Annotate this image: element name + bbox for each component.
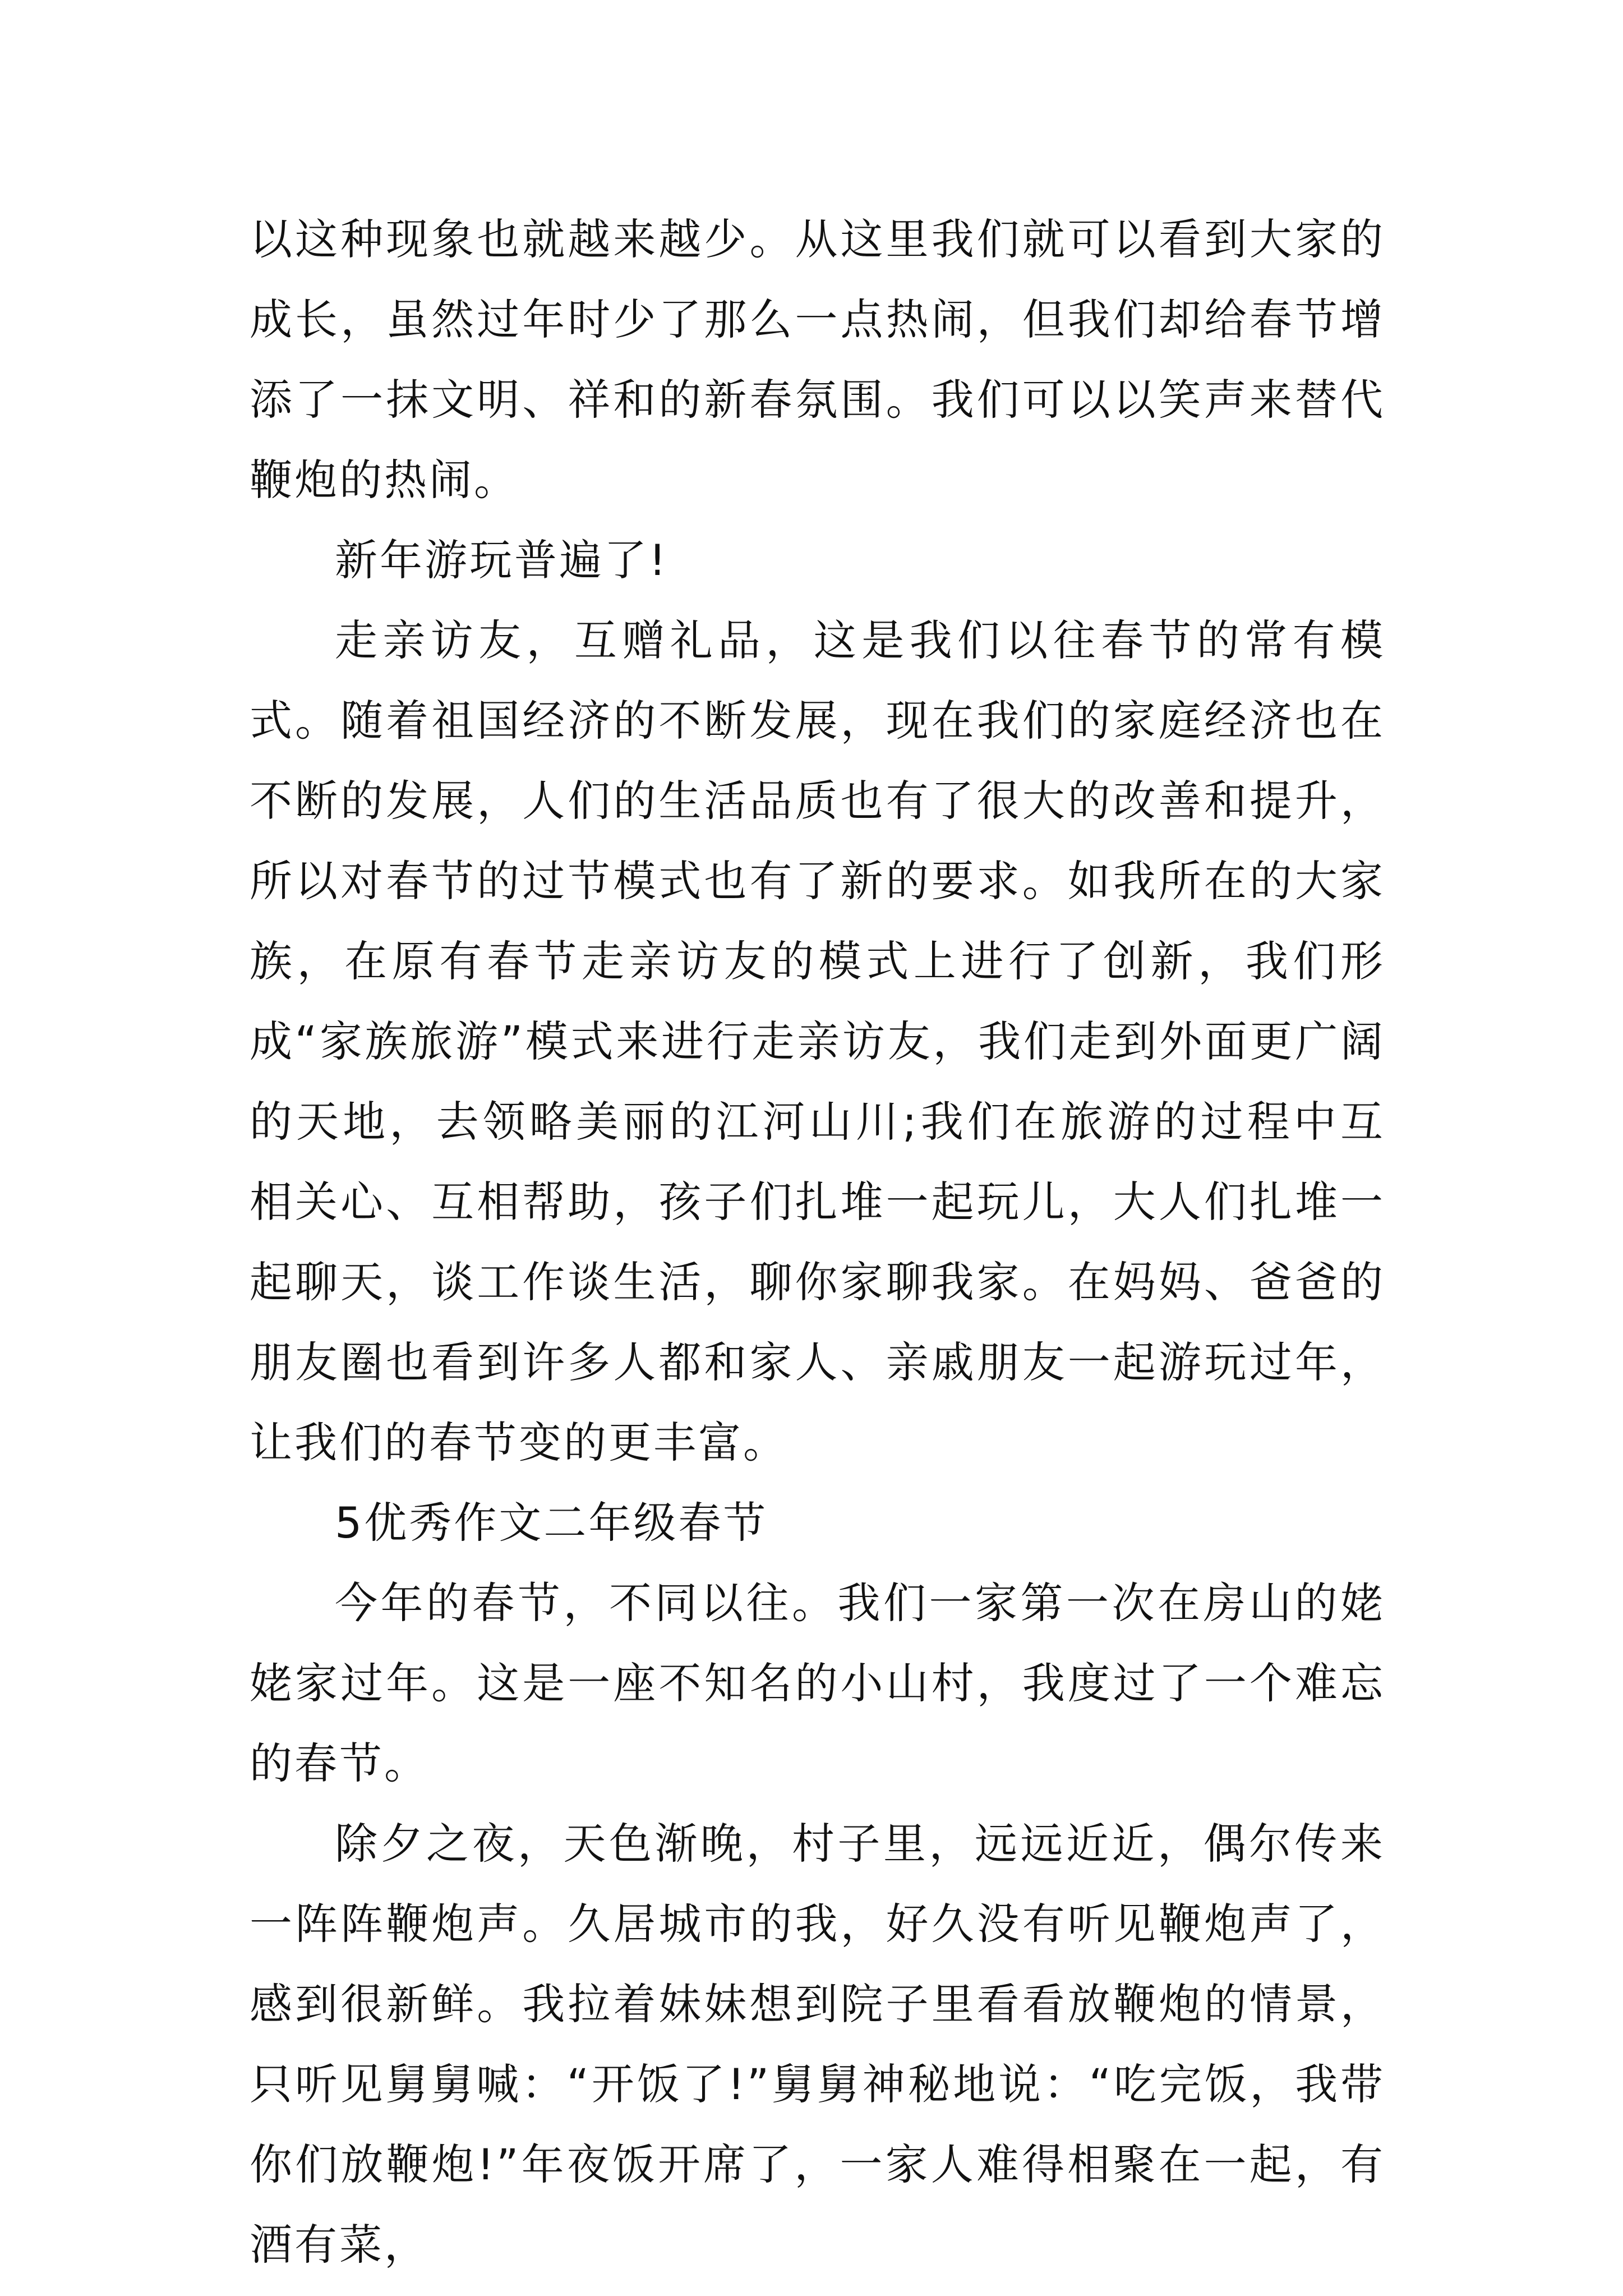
paragraph-4-heading: 5优秀作文二年级春节 — [335, 1498, 768, 1548]
paragraph-6: 除夕之夜，天色渐晚，村子里，远远近近，偶尔传来一阵阵鞭炮声。久居城市的我，好久没有听见鞭炮声了，感到很新鲜。我拉着妹妹想到院子里看看放鞭炮的情景，只听见舅舅喊：“开饭了!”舅舅神秘地说：“吃完饭，我带你们放鞭炮!”年夜饭开席了，一家人难得相聚在一起，有酒有菜， — [250, 1819, 1385, 2270]
paragraph-2-heading: 新年游玩普遍了! — [335, 535, 668, 585]
paragraph-5: 今年的春节，不同以往。我们一家第一次在房山的姥姥家过年。这是一座不知名的小山村，我度过了一个难忘的春节。 — [250, 1578, 1385, 1788]
paragraph-3: 走亲访友，互赠礼品，这是我们以往春节的常有模式。随着祖国经济的不断发展，现在我们的家庭经济也在不断的发展，人们的生活品质也有了很大的改善和提升，所以对春节的过节模式也有了新的要求。如我所在的大家族，在原有春节走亲访友的模式上进行了创新，我们形成“家族旅游”模式来进行走亲访友，我们走到外面更广阔的天地，去领略美丽的江河山川;我们在旅游的过程中互相关心、互相帮助，孩子们扎堆一起玩儿，大人们扎堆一起聊天，谈工作谈生活，聊你家聊我家。在妈妈、爸爸的朋友圈也看到许多人都和家人、亲戚朋友一起游玩过年，让我们的春节变的更丰富。 — [250, 615, 1385, 1467]
document-body — [250, 199, 1385, 2285]
paragraph-1: 以这种现象也就越来越少。从这里我们就可以看到大家的成长，虽然过年时少了那么一点热闹，但我们却给春节增添了一抹文明、祥和的新春氛围。我们可以以笑声来替代鞭炮的热闹。 — [250, 214, 1385, 505]
